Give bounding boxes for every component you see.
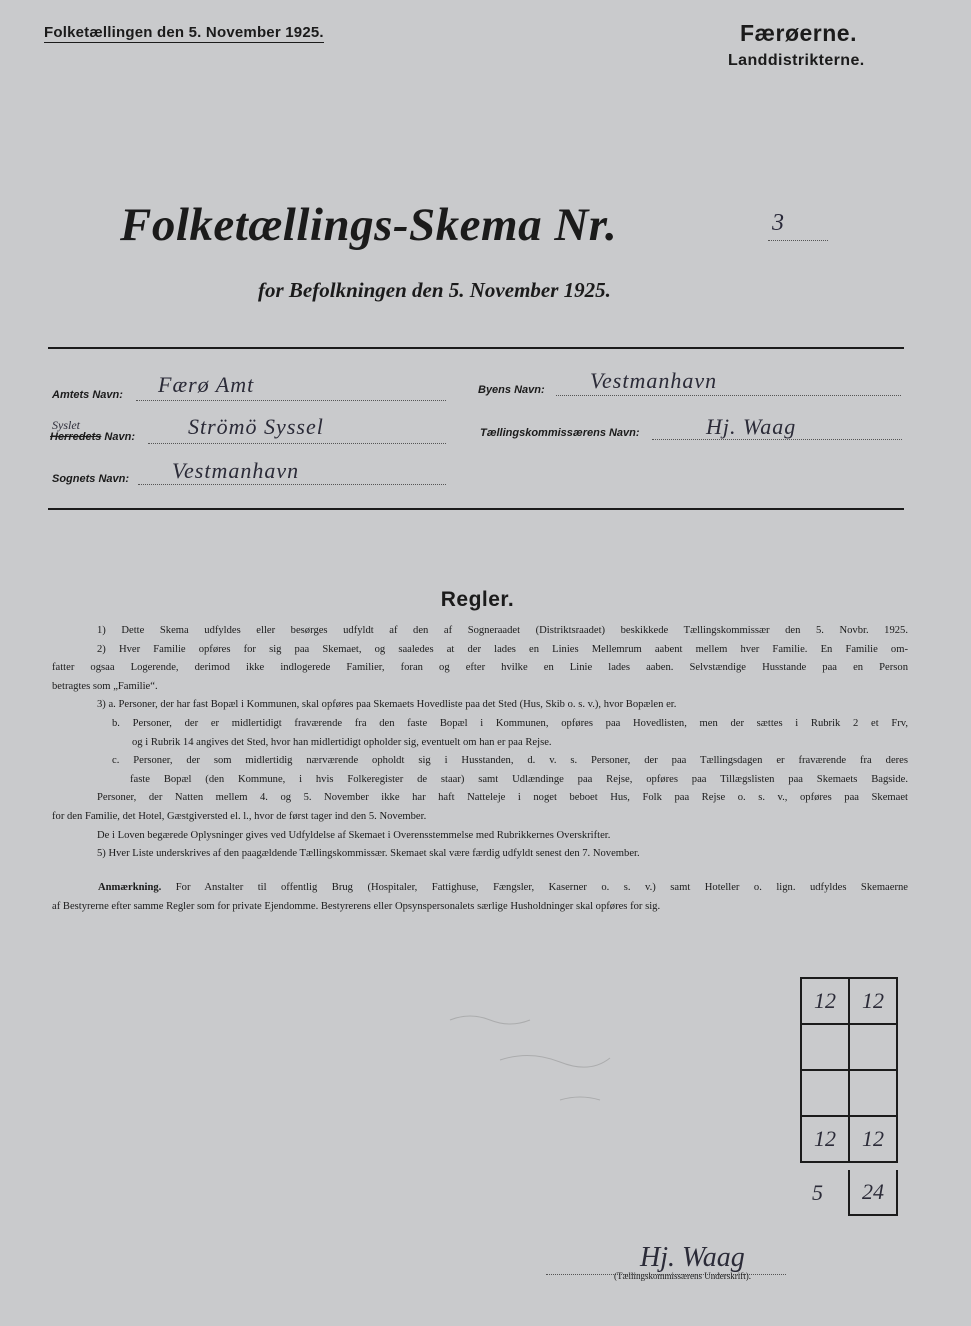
tally-cell (849, 1070, 897, 1116)
remark-line-1: For Anstalter til offentlig Brug (Hospitaler, Fattighuse, Fængsler, Kaserner o. s. v.) samt Hoteller o. lign. udfyldes Skemaerne (175, 882, 908, 893)
rule-line: fatter ogsaa Logerende, derimod ikke indlogerede Familier, foran og efter hvilke en Linie lades aaben. Selvstændige Husstande paa en Person (52, 662, 908, 674)
amt-label: Amtets Navn: (52, 389, 123, 401)
remark-label: Anmærkning. (98, 882, 162, 893)
divider-bottom (48, 508, 904, 510)
herred-label-rest: Navn: (104, 431, 135, 443)
region-subtitle: Landdistrikterne. (728, 52, 865, 69)
herred-label (50, 431, 135, 443)
rule-line: 2) Hver Familie opføres for sig paa Skemaet, og saaledes at der lades en Linies Mellemrum aabent mellem hver Familie. En Familie om- (97, 643, 908, 655)
sogn-label: Sognets Navn: (52, 473, 130, 485)
rule-line: 1) Dette Skema udfyldes eller besørges udfyldt af den af Sogneraadet (Distriktsraadet) beskikkede Tællingskommissær den 5. Novbr. 1925. (97, 625, 908, 636)
rule-line: faste Bopæl (den Kommune, i hvis Folkeregister de staar) samt Udlændinge paa Rejse, opføres paa Tillægslisten paa Skemaets Bagside. (130, 773, 908, 785)
tally-cell: 12 (849, 1116, 897, 1162)
rule-line: b. Personer, der er midlertidigt fraværende fra den faste Bopæl i Kommunen, opføres paa Hovedlisten, men der sættes i Rubrik 2 et Frv, (112, 717, 908, 729)
region-title: Færøerne. (740, 20, 857, 46)
by-label: Byens Navn: (478, 384, 545, 396)
tally-total-box (848, 1170, 898, 1216)
herred-dotted-line (148, 442, 446, 444)
tally-cell: 12 (849, 978, 897, 1024)
signature-caption: (Tællingskommissærens Underskrift). (614, 1271, 751, 1281)
rules-text (52, 622, 908, 864)
reverse-bleed-marks (440, 1000, 700, 1140)
amt-value: Færø Amt (158, 372, 255, 397)
tally-row (801, 978, 897, 1024)
remark-line (52, 878, 908, 897)
form-number-line (768, 240, 828, 241)
tally-cell (801, 1024, 849, 1070)
divider-top (48, 347, 904, 349)
tally-cell (801, 1070, 849, 1116)
rule-line: 3) a. Personer, der har fast Bopæl i Kommunen, skal opføres paa Skemaets Hovedliste paa det Sted (Hus, Skib o. s. v.), hvor Bopælen er. (97, 699, 677, 711)
herred-label-struck: Herredets (50, 431, 102, 443)
rule-line: og i Rubrik 14 angives det Sted, hvor han midlertidigt opholder sig, eventuelt om han er paa Rejse. (132, 736, 552, 748)
tally-row (801, 1024, 897, 1070)
remark-line-2: af Bestyrerne efter samme Regler som for private Ejendomme. Bestyrerens eller Opsynspersonalets særlige Husholdninger skal opføres for sig. (52, 901, 661, 912)
rule-line: De i Loven begærede Oplysninger gives ved Udfyldelse af Skemaet i Overensstemmelse med Rubrikkernes Overskrifter. (97, 829, 611, 841)
form-title: Folketællings-Skema Nr. (120, 199, 618, 251)
rule-line: Personer, der Natten mellem 4. og 5. November ikke har haft Natteleje i noget beboet Hus, Folk paa Rejse o. s. v., opføres paa Skemaet (97, 792, 908, 804)
remark-text (52, 878, 908, 916)
form-subtitle: for Befolkningen den 5. November 1925. (258, 278, 611, 302)
tally-cell: 12 (801, 1116, 849, 1162)
form-number: 3 (772, 210, 784, 236)
tally-row (801, 1116, 897, 1162)
by-value: Vestmanhavn (590, 368, 718, 393)
tally-cell (849, 1024, 897, 1070)
sogn-value: Vestmanhavn (172, 458, 300, 483)
herred-value: Strömö Syssel (188, 414, 324, 439)
sysel-note: Syslet (52, 418, 80, 432)
rule-line: betragtes som „Familie“. (52, 680, 158, 692)
tally-grid (800, 977, 898, 1163)
rule-line: for den Familie, det Hotel, Gæstgiversted el. l., hvor de først tager ind den 5. November. (52, 810, 427, 822)
rule-line: 5) Hver Liste underskrives af den paagældende Tællingskommissær. Skemaet skal være færdig udfyldt senest den 7. November. (97, 848, 640, 860)
tally-row (801, 1070, 897, 1116)
tally-total-right: 24 (862, 1179, 884, 1204)
census-header-left: Folketællingen den 5. November 1925. (44, 24, 324, 41)
amt-dotted-line (136, 399, 446, 401)
kommissaer-value: Hj. Waag (706, 414, 797, 439)
rule-line: c. Personer, der som midlertidig nærværende opholdt sig i Husstanden, d. v. s. Personer, der paa Tællingsdagen er fraværende fra deres (112, 755, 908, 767)
kommissaer-label: Tællingskommissærens Navn: (480, 427, 640, 439)
tally-total-left: 5 (812, 1180, 823, 1205)
rules-heading: Regler. (440, 588, 515, 611)
by-dotted-line (556, 394, 901, 396)
signature-handwritten: Hj. Waag (640, 1242, 745, 1273)
tally-cell: 12 (801, 978, 849, 1024)
